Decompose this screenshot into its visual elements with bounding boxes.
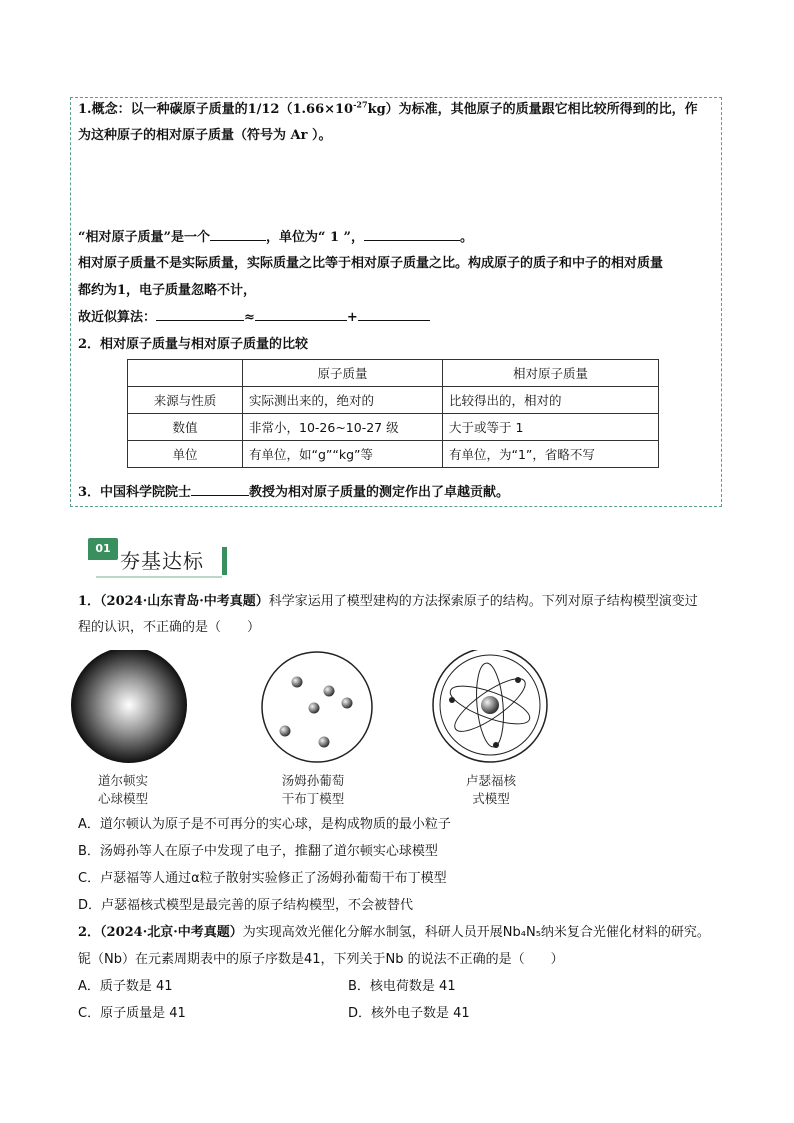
q1-option-c[interactable]: C．卢瑟福等人通过α粒子散射实验修正了汤姆孙葡萄干布丁模型 <box>78 871 447 886</box>
q2-option-b[interactable]: B．核电荷数是 41 <box>348 979 456 994</box>
atom-models-figure <box>70 650 560 770</box>
answer-blank[interactable] <box>255 306 347 321</box>
table-cell: 单位 <box>128 441 243 468</box>
q2-stem-line-1: 2．（2024·北京·中考真题）为实现高效光催化分解水制氢，科研人员开展Nb₄N₅纳米复合光催化材料的研究。 <box>78 925 710 940</box>
table-cell: 大于或等于 1 <box>443 414 659 441</box>
section-accent-bar <box>222 547 227 575</box>
q1-option-d[interactable]: D．卢瑟福核式模型是最完善的原子结构模型，不会被替代 <box>78 898 414 913</box>
q2-option-d[interactable]: D．核外电子数是 41 <box>348 1006 470 1021</box>
caption-rutherford: 卢瑟福核 式模型 <box>465 773 516 806</box>
caption-thomson: 汤姆孙葡萄 干布丁模型 <box>281 773 345 806</box>
table-cell: 有单位，如“g”“kg”等 <box>243 441 443 468</box>
academician-line: 3．中国科学院院士 教授为相对原子质量的测定作出了卓越贡献。 <box>78 481 509 500</box>
answer-blank[interactable] <box>364 226 460 241</box>
thomson-plum-pudding-model <box>262 652 372 762</box>
ratio-line: “相对原子质量”是一个 ，单位为“ 1 ”， 。 <box>78 226 473 245</box>
table-cell: 比较得出的，相对的 <box>443 387 659 414</box>
not-real-line-1: 相对原子质量不是实际质量，实际质量之比等于相对原子质量之比。构成原子的质子和中子的相对质量 <box>78 256 664 271</box>
q1-option-b[interactable]: B．汤姆孙等人在原子中发现了电子，推翻了道尔顿实心球模型 <box>78 844 438 859</box>
q1-stem-line-2: 程的认识，不正确的是（ ） <box>78 620 261 635</box>
table-cell: 非常小，10-26~10-27 级 <box>243 414 443 441</box>
section-underline <box>96 576 222 578</box>
answer-blank[interactable] <box>358 306 430 321</box>
concept-line-1: 1.概念：以一种碳原子质量的$1/12(1.66\times 10^{-27}kg)$为标准，其他原子的质量跟它相比较所得到的比，作 <box>78 99 698 117</box>
concept-line-2: 为这种原子的相对原子质量（符号为 Ar ）。 <box>78 128 332 143</box>
q2-stem-line-2: 铌（Nb）在元素周期表中的原子序数是41，下列关于Nb 的说法不正确的是（ ） <box>78 952 564 967</box>
table-row <box>128 414 659 441</box>
section-title: 夯基达标 <box>120 549 204 573</box>
q1-stem-line-1: 1．（2024·山东青岛·中考真题）科学家运用了模型建构的方法探索原子的结构。下列对原子结构模型演变过 <box>78 594 698 609</box>
table-cell: 来源与性质 <box>128 387 243 414</box>
compare-title: 2．相对原子质量与相对原子质量的比较 <box>78 337 309 352</box>
table-header-cell <box>128 360 243 387</box>
table-header-cell: 原子质量 <box>243 360 443 387</box>
approx-line: 故近似算法： ≈ + <box>78 306 430 325</box>
table-row <box>128 441 659 468</box>
table-header-cell: 相对原子质量 <box>443 360 659 387</box>
q1-option-a[interactable]: A．道尔顿认为原子是不可再分的实心球，是构成物质的最小粒子 <box>78 817 451 832</box>
not-real-line-2: 都约为1，电子质量忽略不计， <box>78 283 257 298</box>
dalton-solid-sphere <box>71 650 187 763</box>
comparison-table <box>127 359 659 468</box>
answer-blank[interactable] <box>210 226 266 241</box>
answer-blank[interactable] <box>156 306 244 321</box>
table-cell: 有单位，为“1”，省略不写 <box>443 441 659 468</box>
caption-dalton: 道尔顿实 心球模型 <box>97 773 148 806</box>
table-cell: 数值 <box>128 414 243 441</box>
rutherford-nuclear-model <box>433 650 547 762</box>
section-number-badge: 01 <box>88 538 118 560</box>
table-row <box>128 387 659 414</box>
q2-option-c[interactable]: C．原子质量是 41 <box>78 1006 186 1021</box>
q2-option-a[interactable]: A．质子数是 41 <box>78 979 173 994</box>
answer-blank[interactable] <box>191 481 249 496</box>
table-header-row <box>128 360 659 387</box>
table-cell: 实际测出来的，绝对的 <box>243 387 443 414</box>
